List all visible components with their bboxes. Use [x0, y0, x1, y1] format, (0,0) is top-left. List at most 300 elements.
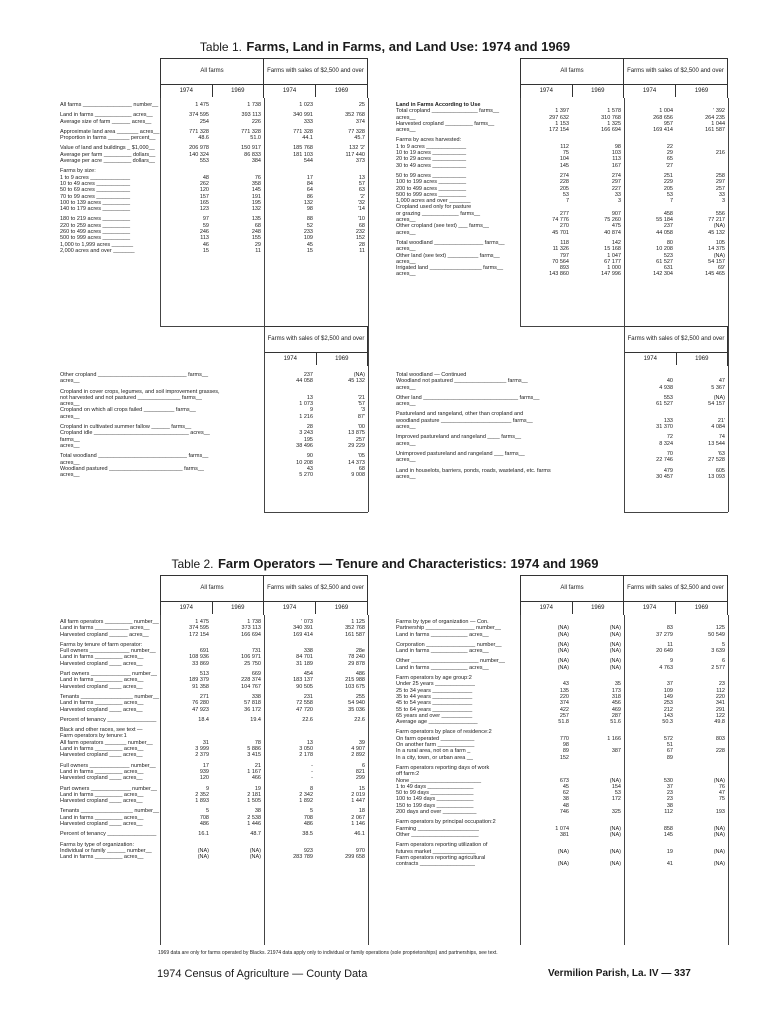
table-cell: 770 — [559, 735, 569, 742]
table-cell: 149 — [663, 693, 673, 700]
row-label: Average size of farm ______ acres__ — [60, 118, 152, 125]
table-row — [60, 472, 370, 478]
table-cell: 4 763 — [659, 664, 673, 671]
table-cell: 11 — [255, 247, 261, 254]
row-label: acres__ — [396, 258, 416, 265]
table-cell: (NA) — [197, 854, 209, 861]
table-cell: (NA) — [713, 825, 725, 832]
row-label: acres__ — [60, 413, 80, 420]
t2-rule — [728, 615, 729, 945]
table-cell: 3 243 — [299, 430, 313, 437]
table-cell: 44 058 — [656, 229, 673, 236]
table-cell: '32 — [357, 199, 365, 206]
row-label: 50 to 99 acres ___________ — [396, 172, 467, 179]
table-cell: 135 — [559, 687, 569, 694]
table2-right-rows — [396, 619, 730, 867]
table-cell: 109 — [303, 235, 313, 242]
row-label: 180 to 219 acres _________ — [60, 216, 131, 223]
row-label: or grazing ____________ farms__ — [396, 210, 481, 217]
table-cell: 98 — [614, 143, 621, 150]
table-cell: 374 595 — [189, 625, 209, 632]
row-label: Farm operators by place of residence:2 — [396, 729, 492, 736]
table-cell: 21' — [717, 417, 725, 424]
table-cell: 384 — [251, 158, 261, 165]
row-label: 1,000 to 1,999 acres _______ — [60, 241, 134, 248]
table-cell: 333 — [303, 118, 313, 125]
row-label: Full owners _____________ number__ — [60, 762, 156, 769]
table-cell: 31 — [202, 739, 209, 746]
t2-rule — [264, 615, 265, 945]
table-cell: 206 978 — [189, 145, 209, 152]
table-cell — [572, 755, 624, 761]
table-cell: (NA) — [609, 658, 621, 665]
table-cell: 291 — [715, 706, 725, 713]
table-cell: 120 — [199, 775, 209, 782]
table1-right-rows — [396, 102, 730, 278]
table-cell: ' 392 — [713, 108, 725, 115]
table-cell: 264 235 — [705, 114, 725, 121]
table-cell: 2 067 — [351, 814, 365, 821]
table-cell: 89 — [562, 748, 569, 755]
table-cell: 106 971 — [241, 654, 261, 661]
row-label: Other cropland (see text) ___ farms__ — [396, 223, 489, 230]
table-cell: 132 — [303, 199, 313, 206]
table-cell: 67 177 — [604, 258, 621, 265]
table-cell: 970 — [355, 847, 365, 854]
row-label: Full owners _____________ number__ — [60, 648, 156, 655]
table-cell: 152 — [355, 235, 365, 242]
table-row — [60, 854, 370, 860]
row-label: Total cropland _______________ farms__ — [396, 108, 500, 115]
table-cell: 1 738 — [247, 102, 261, 108]
table-cell: 172 154 — [549, 127, 569, 134]
table-cell: 5 270 — [299, 472, 313, 479]
table-cell: 1 073 — [299, 401, 313, 408]
table-row — [60, 661, 370, 667]
table-row — [60, 798, 370, 804]
table-cell: (NA) — [609, 861, 621, 868]
table-cell: 338 — [251, 693, 261, 700]
table-cell: (NA) — [713, 831, 725, 838]
table-cell: 1 153 — [555, 120, 569, 127]
table-cell: 38 — [666, 802, 673, 809]
row-label: farms__ — [60, 436, 80, 443]
table-cell: 253 — [663, 700, 673, 707]
table-cell: 251 — [663, 172, 673, 179]
table-cell: 183 137 — [293, 677, 313, 684]
row-label: acres__ — [396, 473, 416, 480]
row-label: contracts __________________ — [396, 861, 475, 868]
table-cell: 246 — [199, 229, 209, 236]
table-cell: (NA) — [609, 631, 621, 638]
table-cell: 544 — [303, 158, 313, 165]
table-cell: 45 701 — [552, 229, 569, 236]
row-label: Black and other races, see text — — [60, 727, 143, 734]
row-label: Farms by acres harvested: — [396, 137, 462, 144]
table-cell: 104 767 — [241, 683, 261, 690]
table-cell: 257 — [355, 436, 365, 443]
footer-publication: 1974 Census of Agriculture — County Data — [157, 968, 368, 980]
table-cell: (NA) — [557, 848, 569, 855]
table-cell: 271 — [199, 693, 209, 700]
table-cell: (NA) — [353, 372, 365, 378]
row-label: 100 to 149 days ____________ — [396, 796, 474, 803]
table-cell: 215 988 — [345, 677, 365, 684]
table-cell: 51.8 — [558, 719, 569, 726]
table-cell: (NA) — [557, 631, 569, 638]
row-label: Harvested cropland ____ acres__ — [60, 798, 143, 805]
row-label: Farm operators reporting agricultural — [396, 854, 486, 861]
table-cell: 6 — [721, 658, 725, 665]
row-label: acres__ — [396, 271, 416, 278]
table-cell: 142 — [611, 239, 621, 246]
table-row — [396, 474, 730, 480]
row-label: Total woodland ________________ farms__ — [396, 239, 505, 246]
row-label: 200 to 499 acres _________ — [396, 185, 467, 192]
row-label: acres__ — [396, 401, 416, 408]
table-cell: 237 — [303, 372, 313, 378]
table-cell: 167 — [611, 162, 621, 169]
table-cell: 287 — [611, 712, 621, 719]
table-cell: 258 — [715, 172, 725, 179]
row-label: Land in farms _________ acres__ — [60, 700, 144, 707]
table-cell: 150 917 — [241, 145, 261, 152]
table-cell: 220 — [715, 693, 725, 700]
row-label: Value of land and buildings _ $1,000__ — [60, 145, 155, 152]
table-cell: 181 103 — [293, 151, 313, 158]
table-cell: 5 367 — [711, 384, 725, 391]
table-row — [60, 378, 370, 384]
row-label: 30 to 49 acres ___________ — [396, 162, 467, 169]
table-cell: 1 216 — [299, 413, 313, 420]
table-cell: 98 — [562, 742, 569, 749]
row-label: Land in farms ____________ acres__ — [396, 664, 489, 671]
table-cell: 14 375 — [708, 246, 725, 253]
table-cell: 422 — [559, 706, 569, 713]
row-label: Other land _______________________________ farms__ — [396, 394, 540, 401]
row-label: 35 to 44 years _____________ — [396, 693, 473, 700]
table-cell: 216 — [715, 150, 725, 157]
table-cell: 145 — [251, 187, 261, 194]
row-label: 150 to 199 days ____________ — [396, 802, 474, 809]
row-label: Land in houselots, barriers, ponds, roads, wasteland, etc. farms — [396, 467, 551, 474]
table-cell: 673 — [559, 777, 569, 784]
table-cell: 46 — [202, 241, 209, 248]
table-cell: 46.1 — [354, 831, 365, 838]
table-cell: 125 — [715, 625, 725, 632]
table-cell: - — [311, 775, 313, 782]
table-cell: 18.4 — [198, 716, 209, 723]
table-cell: 45 132 — [348, 378, 365, 385]
table-cell: 475 — [611, 223, 621, 230]
row-label: 500 to 999 acres _________ — [396, 191, 467, 198]
table-cell: 22.6 — [302, 716, 313, 723]
row-label: Individual or family ______ number__ — [60, 847, 152, 854]
table-cell: 47 — [718, 378, 725, 385]
table-cell: 7 — [565, 198, 569, 205]
table-cell: 165 — [199, 199, 209, 206]
table-cell: 469 — [611, 706, 621, 713]
row-label: Improved pastureland and rangeland ____ farms__ — [396, 434, 522, 441]
table-cell: 118 — [560, 239, 569, 246]
table-cell: 4 907 — [351, 746, 365, 753]
table-cell: 4 938 — [659, 384, 673, 391]
table1-rmid-rows — [396, 372, 730, 480]
table-cell: 76 — [718, 783, 725, 790]
table-cell: 233 — [303, 229, 313, 236]
row-label: 45 to 54 years _____________ — [396, 700, 473, 707]
table-cell: 161 587 — [345, 631, 365, 638]
table-cell: 38.5 — [302, 831, 313, 838]
table-cell: 10 208 — [656, 246, 673, 253]
table-cell: (NA) — [713, 777, 725, 784]
row-label: acres__ — [396, 440, 416, 447]
t2-rule — [624, 615, 625, 945]
table-cell: (NA) — [557, 861, 569, 868]
table-cell: 513 — [199, 671, 209, 678]
row-label: All farm operators _________ number__ — [60, 619, 159, 625]
row-label: 10 to 19 acres ___________ — [396, 150, 467, 157]
row-label: acres__ — [396, 424, 416, 431]
table-cell: 1 505 — [247, 798, 261, 805]
table-cell: 268 656 — [653, 114, 673, 121]
table-cell: 53 — [666, 191, 673, 198]
table-cell: 48 — [562, 802, 569, 809]
row-label: Harvested cropland ____ acres__ — [60, 660, 143, 667]
table-row — [396, 271, 730, 277]
table-cell: 120 — [199, 187, 209, 194]
table-cell: 74 776 — [552, 217, 569, 224]
row-label: acres__ — [396, 127, 416, 134]
table-cell: 35 — [614, 681, 621, 688]
footnote: 1969 data are only for farms operated by Blacks. 21974 data apply only to individual or family operations (sole proprietorships) and partnerships, see text. — [158, 950, 498, 956]
table-row — [396, 385, 730, 391]
table-cell: 157 — [199, 193, 209, 200]
table-cell: 8 — [309, 785, 313, 792]
table-row — [396, 665, 730, 671]
table-row — [60, 707, 370, 713]
table-cell: 4 084 — [711, 424, 725, 431]
table-cell: 9 — [205, 785, 209, 792]
table-cell: 68 — [358, 222, 365, 229]
footer-page-id: Vermilion Parish, La. IV — 337 — [548, 968, 691, 979]
table-cell: 112 — [716, 687, 725, 694]
row-label: Percent of tenancy ________________ — [60, 716, 157, 723]
row-label: Part owners _____________ number__ — [60, 785, 157, 792]
table-cell: 108 936 — [189, 654, 209, 661]
table-cell: 84 701 — [296, 654, 313, 661]
table-cell: 75 — [718, 796, 725, 803]
row-label: acres__ — [396, 114, 416, 121]
row-label: Part owners _____________ number__ — [60, 671, 157, 678]
table-cell: 393 113 — [241, 112, 261, 119]
table-cell: 28 — [358, 241, 365, 248]
table-cell: (NA) — [609, 641, 621, 648]
table-cell: 15 — [202, 247, 209, 254]
table-cell: 67 — [666, 748, 673, 755]
table-cell: 191 — [251, 193, 261, 200]
table-cell: 456 — [611, 700, 621, 707]
row-label: 10 to 49 acres ___________ — [60, 180, 131, 187]
table-cell: 30 457 — [656, 473, 673, 480]
table-row — [396, 632, 730, 638]
table-cell: 232 — [355, 229, 365, 236]
table-cell: 274 — [611, 172, 621, 179]
table-cell: 133 — [663, 417, 673, 424]
row-label: Cropland on which all crops failed __________ farms__ — [60, 407, 196, 414]
table2-title: Table 2. Farm Operators — Tenure and Characteristics: 1974 and 1969 — [171, 556, 599, 571]
table-cell: 352 768 — [345, 112, 365, 119]
row-label: Average per farm _________ dollars__ — [60, 151, 156, 158]
table-row — [396, 401, 730, 407]
table-cell: 83 — [666, 625, 673, 632]
table-cell: 74 — [718, 434, 725, 441]
table-cell: 169 414 — [293, 631, 313, 638]
table-cell: 86 833 — [244, 151, 261, 158]
table-cell: - — [311, 768, 313, 775]
table-cell: 29 229 — [348, 442, 365, 449]
t1-rule — [160, 98, 161, 326]
table-cell: 7 — [669, 198, 673, 205]
row-label: Harvested cropland ____ acres__ — [60, 706, 143, 713]
row-label: Land in farms _________ acres__ — [60, 854, 144, 861]
table-cell: 274 — [559, 172, 569, 179]
table-cell: 341 — [715, 700, 725, 707]
table-cell: (NA) — [249, 847, 261, 854]
table-cell: 35 036 — [348, 706, 365, 713]
row-label: Farm operators reporting days of work — [396, 764, 490, 771]
t2-rule — [520, 615, 521, 945]
table-cell: 3 415 — [247, 752, 261, 759]
row-label: 70 to 99 acres ___________ — [60, 193, 131, 200]
row-label: Tenants _________________ number__ — [60, 808, 160, 815]
table-cell: 373 — [355, 158, 365, 165]
table-cell: 54 940 — [348, 700, 365, 707]
row-label: Other land (see text) __________ farms__ — [396, 252, 500, 259]
table-cell: 29 — [254, 241, 261, 248]
table-cell: 52 — [306, 222, 313, 229]
table-cell: (NA) — [713, 223, 725, 230]
table-cell: 23 — [666, 796, 673, 803]
table-cell: 923 — [303, 847, 313, 854]
table-cell: 109 — [663, 687, 673, 694]
table-cell: 318 — [611, 693, 621, 700]
table-cell: 61 527 — [656, 401, 673, 408]
row-label: Partnership ________________ number__ — [396, 625, 501, 632]
t1-rule — [264, 512, 368, 513]
table-cell: 145 — [559, 162, 569, 169]
table-cell: 57 818 — [244, 700, 261, 707]
table-row — [396, 832, 730, 838]
table-cell: 145 465 — [705, 271, 725, 278]
table-cell: 2 342 — [299, 791, 313, 798]
table-cell: '2' — [359, 193, 365, 200]
table-cell: 957 — [663, 120, 673, 127]
table-cell: 1 167 — [247, 768, 261, 775]
table2-left-header: All farms 1974 1969 Farms with sales of $2,500 and over 1974 1969 — [160, 575, 368, 615]
table-cell: 28e — [355, 648, 365, 655]
row-label: None _______________________ — [396, 777, 482, 784]
table-cell: 117 440 — [345, 151, 365, 158]
table-cell: (NA) — [609, 664, 621, 671]
table-cell: 33 — [614, 191, 621, 198]
table-cell: 1 893 — [195, 798, 209, 805]
table-cell: 11 326 — [552, 246, 569, 253]
row-label: Farm operators by age group:2 — [396, 675, 472, 682]
table-cell: 40 — [666, 378, 673, 385]
table-cell: 98 — [306, 206, 313, 213]
table-cell: (NA) — [713, 252, 725, 259]
row-label: Unimproved pastureland and rangeland ___ farms__ — [396, 450, 525, 457]
row-label: acres__ — [396, 384, 416, 391]
table-row — [60, 119, 370, 125]
table-cell: 75 — [562, 150, 569, 157]
table-cell: 113 — [612, 156, 621, 163]
table-cell: 43 — [562, 681, 569, 688]
row-label: Cropland used only for pasture — [396, 204, 472, 211]
row-label: Harvested cropland ____ acres__ — [60, 683, 143, 690]
row-label: Cropland in cultivated summer fallow ______ farms__ — [60, 424, 192, 431]
row-label: Total woodland _____________________________ farms__ — [60, 453, 209, 460]
table-cell: 553 — [663, 394, 673, 401]
table-cell: 50.3 — [662, 719, 673, 726]
table-cell: 77 328 — [348, 128, 365, 135]
table-cell: 89 — [666, 754, 673, 761]
t1-rule — [264, 98, 265, 512]
row-label: Irrigated land _________________ farms__ — [396, 265, 504, 272]
table-cell: 38 — [562, 796, 569, 803]
table-cell: 479 — [663, 467, 673, 474]
table-cell: '10 — [357, 216, 365, 223]
table-cell: '57 — [357, 401, 365, 408]
table-cell: 9 — [669, 658, 673, 665]
table2-left-rows — [60, 619, 370, 861]
table-cell: 893 — [559, 265, 569, 272]
table-cell: 299 658 — [345, 854, 365, 861]
row-label: 260 to 499 acres _________ — [60, 229, 131, 236]
table-cell: 53 — [614, 790, 621, 797]
t2-rule — [368, 615, 369, 945]
t1-rule — [160, 326, 264, 327]
table-cell: 14 373 — [348, 459, 365, 466]
table-cell: 173 — [611, 687, 621, 694]
table-cell: 352 768 — [345, 625, 365, 632]
table-cell: 112 — [560, 143, 569, 150]
row-label: On another farm ____________ — [396, 742, 475, 749]
table-cell: (NA) — [557, 625, 569, 632]
table-cell: 458 — [663, 210, 673, 217]
table-cell: 37 — [666, 783, 673, 790]
row-label: 1 to 49 days _______________ — [396, 783, 474, 790]
row-label: acres__ — [396, 229, 416, 236]
table-cell: 3 — [721, 198, 725, 205]
table-cell: 2 379 — [195, 752, 209, 759]
table-row — [60, 821, 370, 827]
table-cell: 142 304 — [653, 271, 673, 278]
row-label: In a rural area, not on a farm _ — [396, 748, 471, 755]
table-cell: 78 — [254, 739, 261, 746]
table-cell: 72 558 — [296, 700, 313, 707]
table-cell: 297 — [715, 179, 725, 186]
table-cell: 113 — [200, 235, 209, 242]
row-label: Harvested cropland ____ acres__ — [60, 775, 143, 782]
row-label: 1 to 9 acres _____________ — [396, 143, 467, 150]
row-label: acres__ — [396, 457, 416, 464]
row-label: Farms by size: — [60, 168, 96, 175]
table-cell: 64 — [306, 187, 313, 194]
table-cell: (NA) — [249, 854, 261, 861]
table-cell: 248 — [251, 229, 261, 236]
